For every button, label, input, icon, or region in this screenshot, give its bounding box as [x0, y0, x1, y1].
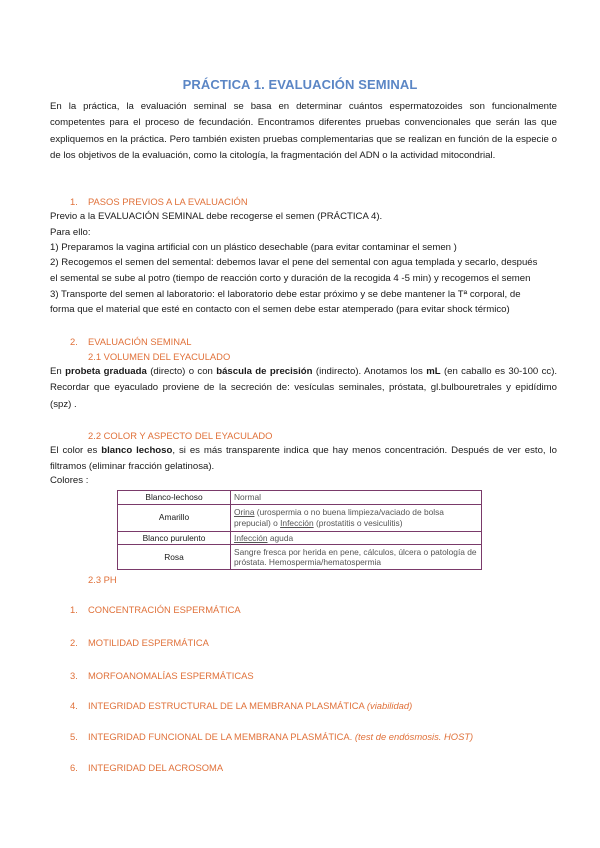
text-line: 2) Recogemos el semen del semental: debemos lavar el pene del semental con agua templada y secarlo, después — [50, 257, 538, 268]
subsection-heading-ph: 2.3 PH — [88, 574, 117, 585]
section-number: 1. — [70, 196, 78, 207]
color-name: Rosa — [118, 545, 231, 570]
color-description: Sangre fresca por herida en pene, cálculos, úlcera o patología de próstata. Hemospermia/hematospermia — [231, 545, 482, 570]
text-line: 3) Transporte del semen al laboratorio: el laboratorio debe estar próximo y se debe mantener la Tª corporal, de — [50, 289, 521, 300]
intro-paragraph: En la práctica, la evaluación seminal se basa en determinar cuántos espermatozoides son funcionalmente competentes para el proceso de fecundación. Encontramos diferentes pruebas convencionales que serán las que expliquemos en la práctica. Pero también existen pruebas complementarias que se realizan en función de la especie o de los objetivos de la evaluación, como la citología, la fragmentación del ADN o la actividad mitocondrial. — [50, 101, 557, 161]
color-description: Normal — [231, 491, 482, 505]
list-item: 6. INTEGRIDAD DEL ACROSOMA — [70, 762, 224, 773]
page-title: PRÁCTICA 1. EVALUACIÓN SEMINAL — [182, 77, 418, 92]
text-line: forma que el material que esté en contacto con el semen debe estar atemperado (para evitar shock térmico) — [50, 304, 510, 315]
table-row — [118, 545, 482, 570]
table-row — [118, 504, 482, 531]
color-description: Orina (urospermia o no buena limpieza/vaciado de bolsa prepucial) o Infección (prostatitis o vesiculitis) — [231, 504, 482, 531]
subsection-heading-color: 2.2 COLOR Y ASPECTO DEL EYACULADO — [88, 430, 273, 441]
text-line: 1) Preparamos la vagina artificial con un plástico desechable (para evitar contaminar el semen ) — [50, 242, 457, 253]
color-name: Blanco-lechoso — [118, 491, 231, 505]
section-heading-pasos-previos — [70, 196, 248, 207]
text-line: Para ello: — [50, 227, 91, 238]
color-name: Blanco purulento — [118, 531, 231, 545]
text-line: Previo a la EVALUACIÓN SEMINAL debe recogerse el semen (PRÁCTICA 4). — [50, 211, 383, 222]
colors-table — [117, 490, 482, 570]
section-title: EVALUACIÓN SEMINAL — [88, 336, 192, 347]
section-heading-evaluacion-seminal — [70, 336, 192, 347]
table-row — [118, 491, 482, 505]
volumen-paragraph: En probeta graduada (directo) o con báscula de precisión (indirecto). Anotamos los mL (en caballo es 30-100 cc). Recordar que eyaculado proviene de la secreción de: vesículas seminales, próstata, gl.bulbouretrales y epidídimo (spz) . — [50, 366, 558, 410]
list-item: 2. MOTILIDAD ESPERMÁTICA — [70, 637, 209, 648]
text-line: el semental se sube al potro (tiempo de reacción corto y duración de la recogida 4 -5 min) y recogemos el semen — [50, 273, 531, 284]
list-item: 3. MORFOANOMALÍAS ESPERMÁTICAS — [70, 670, 254, 681]
color-name: Amarillo — [118, 504, 231, 531]
color-paragraph: El color es blanco lechoso, si es más transparente indica que hay menos concentración. Después de ver esto, lo filtramos (eliminar fracción gelatinosa). — [50, 445, 557, 473]
list-item: 1. CONCENTRACIÓN ESPERMÁTICA — [70, 604, 241, 615]
subsection-heading-volumen: 2.1 VOLUMEN DEL EYACULADO — [88, 351, 231, 362]
table-row — [118, 531, 482, 545]
color-description: Infección aguda — [231, 531, 482, 545]
section-title: PASOS PREVIOS A LA EVALUACIÓN — [88, 196, 248, 207]
list-item: 4. INTEGRIDAD ESTRUCTURAL DE LA MEMBRANA PLASMÁTICA (viabilidad) — [70, 700, 413, 711]
section-number: 2. — [70, 336, 78, 347]
colores-label: Colores : — [50, 475, 89, 486]
list-item: 5. INTEGRIDAD FUNCIONAL DE LA MEMBRANA PLASMÁTICA. (test de endósmosis. HOST) — [70, 731, 474, 742]
